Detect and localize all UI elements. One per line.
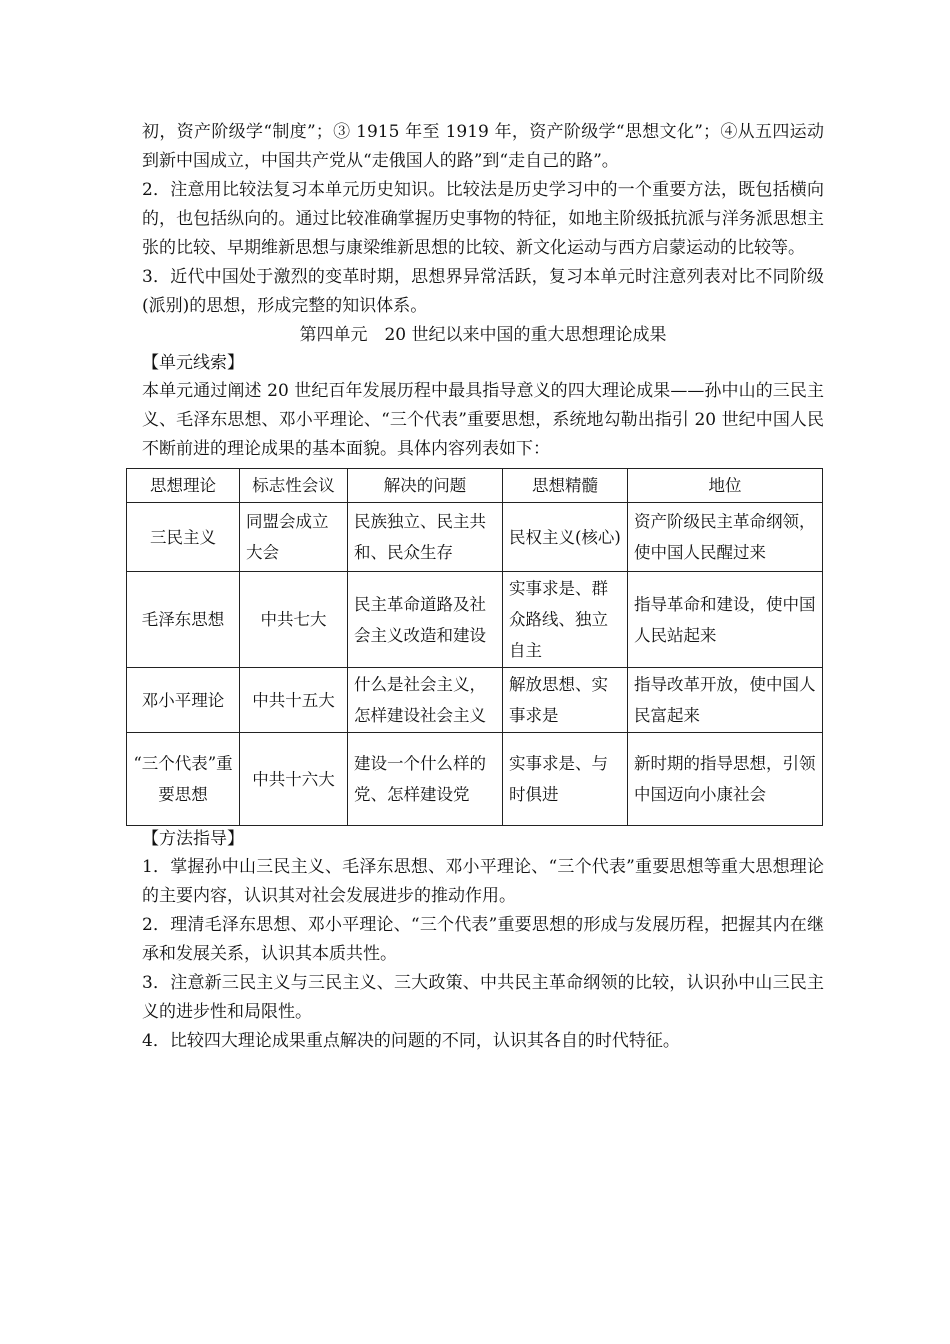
method-item-4: 4．比较四大理论成果重点解决的问题的不同，认识其各自的时代特征。 — [142, 1031, 680, 1051]
intro-paragraph-2: 2．注意用比较法复习本单元历史知识。比较法是历史学习中的一个重要方法，既包括横向的，也包括纵向的。通过比较准确掌握历史事物的特征，如地主阶级抵抗派与洋务派思想主张的比较、早期维新思想与康梁维新思想的比较、新文化运动与西方启蒙运动的比较等。 — [142, 180, 824, 258]
table-cell: 实事求是、与时俱进 — [503, 733, 628, 826]
table-row — [127, 733, 823, 826]
table-header-cell: 思想理论 — [127, 469, 240, 503]
table-cell: 民权主义(核心) — [503, 503, 628, 572]
table-cell: 什么是社会主义，怎样建设社会主义 — [348, 668, 503, 733]
clue-text: 本单元通过阐述 20 世纪百年发展历程中最具指导意义的四大理论成果——孙中山的三民主义、毛泽东思想、邓小平理论、“三个代表”重要思想，系统地勾勒出指引 20 世纪中国人民不断前进的理论成果的基本面貌。具体内容列表如下： — [142, 381, 824, 459]
table-cell: 三民主义 — [127, 503, 240, 572]
table-header-cell: 解决的问题 — [348, 469, 503, 503]
method-item-2: 2．理清毛泽东思想、邓小平理论、“三个代表”重要思想的形成与发展历程，把握其内在继承和发展关系，认识其本质共性。 — [142, 915, 824, 964]
table-cell: 解放思想、实事求是 — [503, 668, 628, 733]
method-heading: 【方法指导】 — [142, 829, 244, 849]
table-cell: 毛泽东思想 — [127, 572, 240, 668]
table-row — [127, 668, 823, 733]
table-cell: 指导革命和建设，使中国人民站起来 — [628, 572, 823, 668]
theory-table — [126, 468, 823, 826]
intro-paragraph-1: 初，资产阶级学“制度”；③ 1915 年至 1919 年，资产阶级学“思想文化”；④从五四运动到新中国成立，中国共产党从“走俄国人的路”到“走自己的路”。 — [142, 122, 824, 171]
unit-title: 第四单元 20 世纪以来中国的重大思想理论成果 — [299, 325, 667, 345]
table-cell: 中共十五大 — [240, 668, 348, 733]
table-cell: 建设一个什么样的党、怎样建设党 — [348, 733, 503, 826]
table-cell: 实事求是、群众路线、独立自主 — [503, 572, 628, 668]
table-cell: 指导改革开放，使中国人民富起来 — [628, 668, 823, 733]
table-header-cell: 地位 — [628, 469, 823, 503]
intro-paragraph-3: 3．近代中国处于激烈的变革时期，思想界异常活跃，复习本单元时注意列表对比不同阶级(派别)的思想，形成完整的知识体系。 — [142, 267, 824, 316]
method-item-3: 3．注意新三民主义与三民主义、三大政策、中共民主革命纲领的比较，认识孙中山三民主义的进步性和局限性。 — [142, 973, 824, 1022]
table-header-cell: 思想精髓 — [503, 469, 628, 503]
table-header-row — [127, 469, 823, 503]
table-cell: 资产阶级民主革命纲领，使中国人民醒过来 — [628, 503, 823, 572]
table-cell: 民主革命道路及社会主义改造和建设 — [348, 572, 503, 668]
table-cell: 同盟会成立大会 — [240, 503, 348, 572]
table-cell: 中共七大 — [240, 572, 348, 668]
table-cell: 中共十六大 — [240, 733, 348, 826]
clue-heading: 【单元线索】 — [142, 353, 244, 373]
table-header-cell: 标志性会议 — [240, 469, 348, 503]
table-row — [127, 503, 823, 572]
table-row — [127, 572, 823, 668]
document-page — [133, 118, 824, 1056]
table-cell: 邓小平理论 — [127, 668, 240, 733]
table-cell: 民族独立、民主共和、民众生存 — [348, 503, 503, 572]
method-item-1: 1．掌握孙中山三民主义、毛泽东思想、邓小平理论、“三个代表”重要思想等重大思想理论的主要内容，认识其对社会发展进步的推动作用。 — [142, 857, 824, 906]
table-cell: 新时期的指导思想，引领中国迈向小康社会 — [628, 733, 823, 826]
table-cell: “三个代表”重要思想 — [127, 733, 240, 826]
